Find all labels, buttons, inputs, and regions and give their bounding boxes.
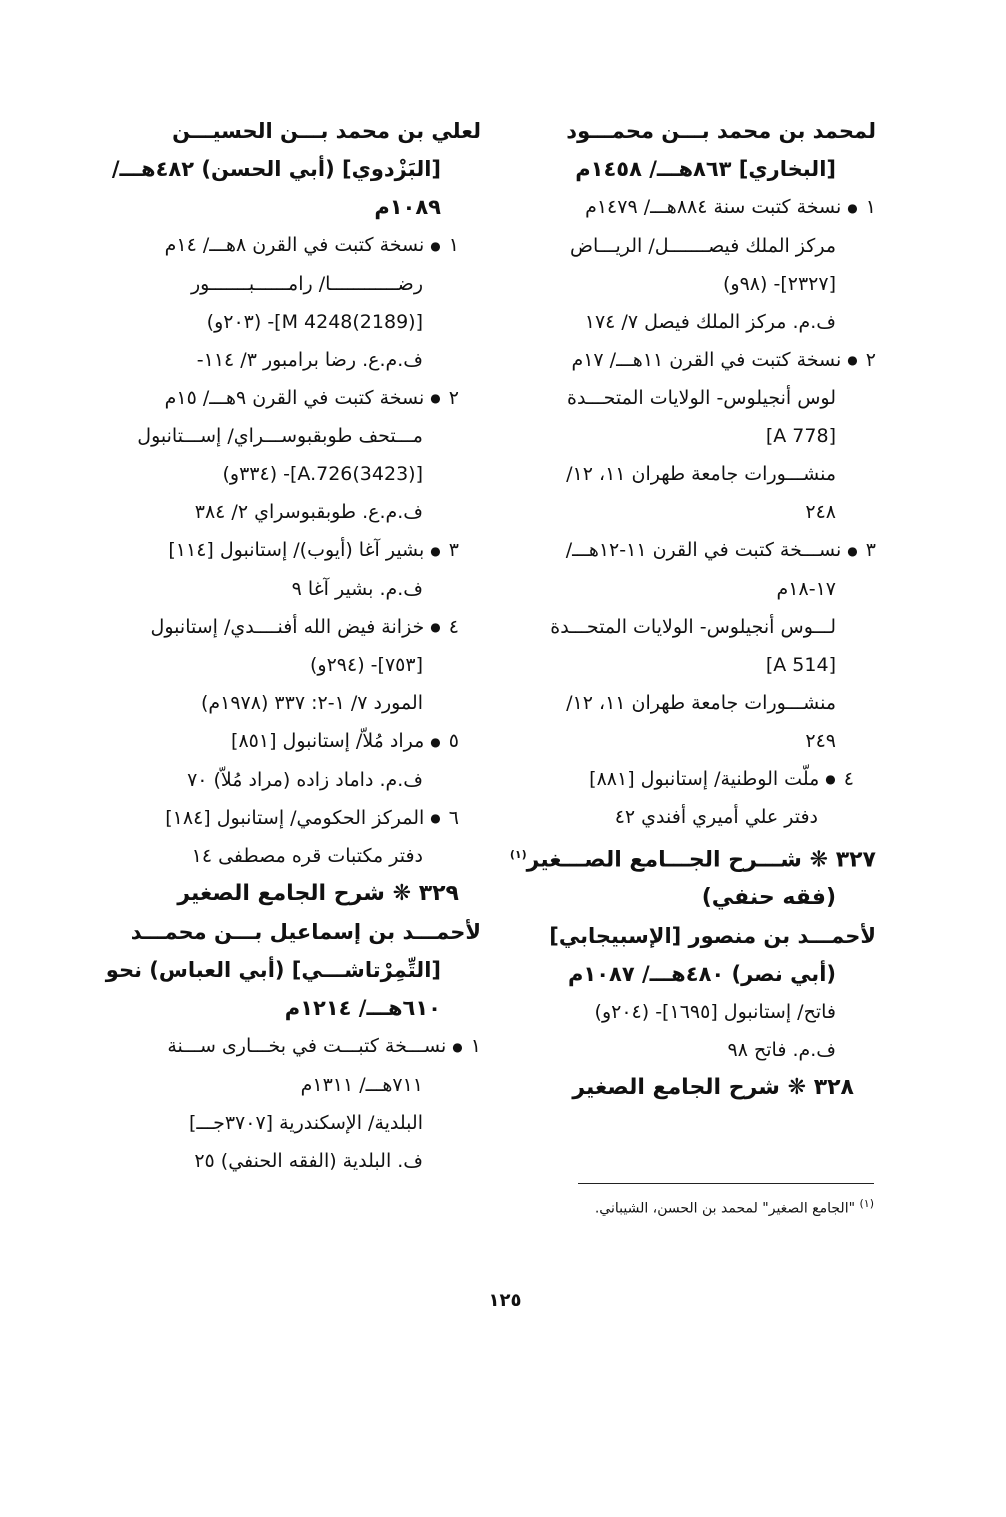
copy-number: ٦	[448, 806, 459, 829]
copy-location: لوس أنجيلوس- الولايات المتحـــدة	[567, 387, 836, 409]
copy-text: نســـخة كتبت في القرن ١١-١٢هـــ/	[565, 539, 842, 561]
manuscript-copy	[121, 608, 481, 647]
copy-text: نسخة كتبت في القرن ٩هـــ/ ١٥م	[164, 386, 425, 409]
bullet-icon: ●	[452, 1039, 463, 1054]
author-heading: لأحمـــد بن منصور [الإسبيجابي]	[549, 924, 876, 949]
copy-number: ٤	[843, 767, 854, 790]
bullet-icon: ●	[847, 353, 858, 367]
copy-location: مركز الملك فيصـــــــل/ الريـــاض	[569, 234, 836, 257]
copy-text: خزانة فيض الله أفنــــدي/ إستانبول	[150, 615, 425, 638]
manuscript-copy	[531, 188, 876, 227]
author-heading: لعلي بن محمد بـــن الحسيـــن	[172, 119, 481, 143]
entry-subject: (فقه حنفي)	[701, 885, 836, 911]
copy-location: لـــوس أنجيلوس- الولايات المتحـــدة	[550, 615, 836, 638]
right-column	[509, 112, 876, 1107]
copy-reference: دفتر مكتبات قره مصطفى ١٤	[191, 845, 423, 867]
copy-reference: ف.م. بشير آغا ٩	[291, 577, 423, 600]
copy-number: ٢	[448, 386, 459, 409]
copy-reference: منشـــورات جامعة طهران ١١، ١٢/	[566, 691, 836, 714]
author-heading: ١٠٨٩م	[374, 195, 441, 219]
left-column	[105, 112, 481, 1180]
author-heading: [البَزْدوي] (أبي الحسن) ٤٨٢هـــ/	[111, 157, 441, 181]
copy-shelfmark: [A.726(3423)]- (٣٣٤و)	[222, 463, 423, 485]
copy-shelfmark: [٧٥٣]- (٢٩٤و)	[310, 654, 423, 676]
entry-heading	[509, 836, 876, 879]
copy-number: ٥	[448, 730, 459, 752]
author-heading: [التِّمِرْتاشـــي] (أبي العباس) نحو	[105, 958, 441, 982]
bullet-icon: ●	[430, 238, 441, 253]
copy-reference: ف.م.ع. طوبقبوسراي ٢/ ٣٨٤	[194, 501, 423, 523]
bullet-icon: ●	[430, 391, 441, 405]
copy-text: نسخة كتبت سنة ٨٨٤هـــ/ ١٤٧٩م	[585, 196, 842, 218]
manuscript-copy	[121, 722, 481, 761]
copy-number: ٤	[448, 615, 459, 638]
author-heading: (أبي نصر) ٤٨٠هـــ/ ١٠٨٧م	[567, 962, 836, 987]
footnote-divider	[578, 1183, 874, 1184]
copy-reference: ٢٤٨	[805, 501, 836, 523]
copy-location: رضــــــــــــا/ رامــــــبـــــــور	[190, 272, 423, 295]
copy-number: ٢	[865, 348, 876, 371]
manuscript-copy	[531, 760, 876, 799]
footnote-marker: (١)	[509, 848, 527, 861]
manuscript-copy	[121, 379, 481, 418]
bullet-icon: ●	[430, 620, 441, 634]
author-heading: ٦١٠هـــ/ ١٢١٤م	[284, 996, 441, 1020]
copy-reference: ف. البلدية (الفقه الحنفي) ٢٥	[194, 1149, 423, 1172]
bullet-icon: ●	[847, 543, 858, 558]
manuscript-copy	[121, 799, 481, 838]
manuscript-copy	[531, 531, 876, 570]
copy-date: ٧١١هـــ/ ١٣١١م	[300, 1073, 423, 1096]
copy-shelfmark: [A 514]	[765, 653, 836, 676]
copy-text: بشير آغا (أيوب)/ إستانبول [١١٤]	[168, 539, 425, 561]
copy-text: المركز الحكومي/ إستانبول [١٨٤]	[165, 806, 425, 829]
copy-shelfmark: [A 778]	[765, 425, 836, 447]
copy-reference: ف.م. مركز الملك فيصل ٧/ ١٧٤	[584, 310, 836, 333]
copy-location: فاتح/ إستانبول [١٦٩٥]- (٢٠٤و)	[594, 1001, 836, 1024]
manuscript-copy	[121, 226, 481, 265]
author-heading: لأحمـــد بن إسماعيل بـــن محمـــد	[130, 920, 481, 944]
author-heading: لمحمد بن محمد بـــن محمـــود	[566, 119, 876, 143]
bullet-icon: ●	[847, 200, 858, 215]
copy-location: مـــتحف طوبقبوســـراي/ إســـتانبول	[137, 425, 423, 447]
page-number: ١٢٥	[488, 1290, 522, 1311]
copy-location: البلدية/ الإسكندرية [٣٧٠٧جـــ]	[188, 1111, 423, 1134]
footnote-marker: (١)	[859, 1197, 874, 1210]
entry-title: ٣٢٧ ❋ شـــرح الجـــامع الصـــغير	[526, 847, 876, 873]
copy-text: نسخة كتبت في القرن ١١هـــ/ ١٧م	[571, 348, 842, 371]
footnote-text: "الجامع الصغير" لمحمد بن الحسن، الشيباني.	[594, 1200, 856, 1217]
copy-reference: ف.م.ع. رضا برامبور ٣/ ١١٤-	[196, 348, 423, 371]
copy-reference: ف.م. داماد زاده (مراد مُلاّ) ٧٠	[187, 768, 423, 791]
manuscript-copy	[121, 1027, 481, 1066]
manuscript-copy	[531, 341, 876, 380]
bullet-icon: ●	[825, 772, 836, 786]
copy-reference: المورد ٧/ ١-٢: ٣٣٧ (١٩٧٨م)	[200, 692, 423, 714]
copy-date: ١٧-١٨م	[776, 577, 836, 600]
copy-reference: ٢٤٩	[805, 729, 836, 752]
copy-reference: دفتر علي أميري أفندي ٤٢	[614, 806, 818, 828]
copy-shelfmark: [M 4248(2189)]- (٢٠٣و)	[206, 310, 423, 333]
copy-text: ملّت الوطنية/ إستانبول [٨٨١]	[589, 767, 820, 790]
copy-number: ٣	[865, 539, 876, 561]
copy-text: مراد مُلاّ/ إستانبول [٨٥١]	[231, 730, 425, 752]
footnote	[534, 1197, 874, 1217]
copy-number: ١	[470, 1035, 481, 1057]
author-heading: [البخاري] ٨٦٣هـــ/ ١٤٥٨م	[575, 157, 836, 181]
copy-reference: منشـــورات جامعة طهران ١١، ١٢/	[566, 463, 836, 485]
copy-number: ١	[448, 234, 459, 256]
copy-shelfmark: [٢٣٢٧]- (٩٨و)	[723, 272, 836, 295]
bullet-icon: ●	[430, 734, 441, 749]
bullet-icon: ●	[430, 811, 441, 825]
entry-heading: ٣٢٨ ❋ شرح الجامع الصغير	[572, 1075, 854, 1101]
manuscript-copy	[121, 531, 481, 570]
copy-text: نسخة كتبت في القرن ٨هـــ/ ١٤م	[164, 234, 425, 256]
bullet-icon: ●	[430, 543, 441, 558]
copy-reference: ف.م. فاتح ٩٨	[727, 1039, 836, 1062]
copy-number: ٣	[448, 539, 459, 561]
copy-text: نســـخة كتبـــت في بخـــارى ســـنة	[167, 1035, 447, 1057]
copy-number: ١	[865, 196, 876, 218]
entry-heading: ٣٢٩ ❋ شرح الجامع الصغير	[177, 881, 459, 906]
